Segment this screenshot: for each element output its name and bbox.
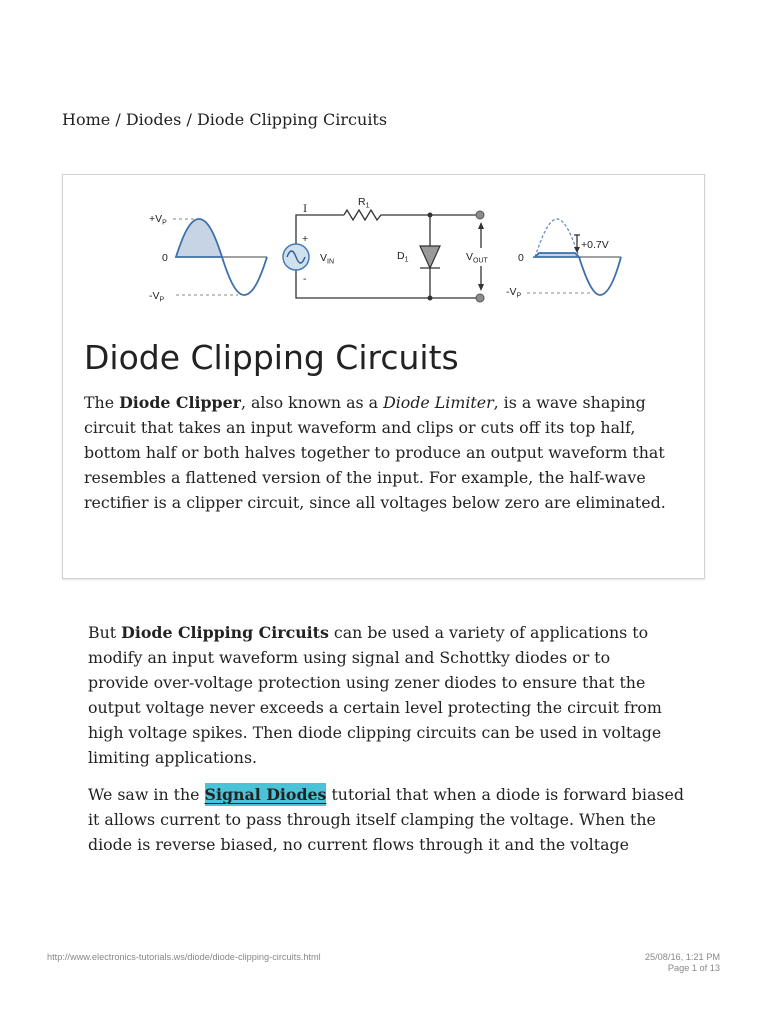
text-run: , is a wave shaping bbox=[493, 393, 646, 412]
text-line: it allows current to pass through itself clamping the voltage. When the bbox=[88, 810, 656, 829]
label-subscript: P bbox=[516, 292, 522, 300]
text-run: tutorial that when a diode is forward biased bbox=[326, 785, 684, 804]
vout-arrowhead-down-icon bbox=[478, 284, 484, 291]
label-main: -V bbox=[506, 286, 517, 298]
label-subscript: P bbox=[159, 296, 165, 304]
clipper-circuit bbox=[283, 196, 489, 302]
text-line: limiting applications. bbox=[88, 748, 258, 767]
bold-term-diode-clipper: Diode Clipper bbox=[119, 393, 241, 412]
vout-label bbox=[466, 251, 489, 265]
label-main: V bbox=[320, 252, 328, 264]
text-run: , also known as a bbox=[240, 393, 384, 412]
label-main: R bbox=[358, 196, 366, 208]
output-negative-half-cycle bbox=[579, 257, 621, 295]
label-subscript: IN bbox=[327, 258, 335, 266]
breadcrumb-diodes-link[interactable]: Diodes bbox=[125, 110, 182, 129]
input-zero-label: 0 bbox=[162, 252, 168, 264]
current-label: I bbox=[303, 203, 308, 215]
source-plus-label: + bbox=[302, 233, 309, 245]
vin-label bbox=[320, 252, 334, 266]
footer-page-number: Page 1 of 13 bbox=[667, 963, 720, 973]
input-positive-peak-label bbox=[149, 213, 167, 227]
label-subscript: 1 bbox=[365, 202, 370, 210]
output-negative-peak-label bbox=[506, 286, 522, 300]
output-zero-label: 0 bbox=[518, 252, 524, 264]
text-line bbox=[88, 782, 684, 807]
input-negative-half-cycle bbox=[222, 257, 267, 295]
label-main: V bbox=[466, 251, 474, 263]
intro-card bbox=[62, 174, 705, 579]
label-main: D bbox=[397, 250, 405, 262]
text-run: But bbox=[88, 623, 122, 642]
signal-diodes-link[interactable]: Signal Diodes bbox=[204, 785, 327, 804]
input-negative-peak-label bbox=[149, 290, 165, 304]
footer-datetime: 25/08/16, 1:21 PM bbox=[644, 952, 720, 962]
label-main: +V bbox=[149, 213, 163, 225]
article-paragraph-2 bbox=[88, 782, 684, 857]
breadcrumb bbox=[62, 108, 387, 132]
text-line: modify an input waveform using signal and Schottky diodes or to bbox=[88, 648, 611, 667]
output-terminal-top bbox=[476, 211, 484, 219]
bold-term-diode-clipping-circuits: Diode Clipping Circuits bbox=[121, 623, 329, 642]
text-line: output voltage never exceeds a certain level protecting the circuit from bbox=[88, 698, 662, 717]
junction-dot-bottom bbox=[428, 296, 433, 301]
output-terminal-bottom bbox=[476, 294, 484, 302]
resistor-r1 bbox=[344, 210, 384, 220]
input-positive-half-cycle bbox=[176, 219, 222, 257]
diode-d1-icon bbox=[420, 246, 440, 268]
label-main: -V bbox=[149, 290, 160, 302]
text-line: circuit that takes an input waveform and clips or cuts off its top half, bbox=[84, 418, 636, 437]
text-line bbox=[84, 390, 666, 415]
label-subscript: 1 bbox=[404, 256, 409, 264]
page-title: Diode Clipping Circuits bbox=[84, 338, 459, 377]
breadcrumb-separator: / bbox=[186, 110, 192, 129]
output-clipped-half-cycle bbox=[535, 253, 579, 257]
italic-term-diode-limiter: Diode Limiter bbox=[383, 393, 494, 412]
footer-meta bbox=[645, 952, 720, 974]
text-line: rectifier is a clipper circuit, since all voltages below zero are eliminated. bbox=[84, 493, 666, 512]
resistor-label bbox=[358, 196, 370, 210]
label-subscript: OUT bbox=[473, 257, 488, 265]
text-line: provide over-voltage protection using zener diodes to ensure that the bbox=[88, 673, 646, 692]
text-line: diode is reverse biased, no current flows through it and the voltage bbox=[88, 835, 629, 854]
intro-paragraph bbox=[84, 390, 666, 515]
article-paragraph-1 bbox=[88, 620, 662, 770]
breadcrumb-home-link[interactable]: Home bbox=[62, 110, 111, 129]
bottom-wire bbox=[296, 270, 476, 298]
source-minus-label: - bbox=[303, 273, 307, 285]
vout-arrowhead-up-icon bbox=[478, 222, 484, 229]
output-waveform bbox=[506, 219, 621, 300]
text-line: high voltage spikes. Then diode clipping circuits can be used in voltage bbox=[88, 723, 662, 742]
text-line: bottom half or both halves together to produce an output waveform that bbox=[84, 443, 665, 462]
label-subscript: P bbox=[162, 219, 167, 227]
text-run: The bbox=[84, 393, 120, 412]
input-waveform bbox=[149, 213, 267, 304]
footer-page-url: http://www.electronics-tutorials.ws/diode/diode-clipping-circuits.html bbox=[47, 952, 321, 962]
clip-level-label: +0.7V bbox=[581, 239, 609, 251]
output-removed-half-cycle bbox=[535, 219, 579, 257]
text-line: resembles a flattened version of the input. For example, the half-wave bbox=[84, 468, 646, 487]
diode-clipper-circuit-diagram bbox=[130, 188, 630, 310]
text-run: We saw in the bbox=[88, 785, 205, 804]
breadcrumb-separator: / bbox=[115, 110, 121, 129]
breadcrumb-current-page: Diode Clipping Circuits bbox=[196, 110, 388, 129]
text-run: can be used a variety of applications to bbox=[328, 623, 649, 642]
diode-label bbox=[397, 250, 409, 264]
text-line bbox=[88, 620, 662, 645]
junction-dot-top bbox=[428, 213, 433, 218]
